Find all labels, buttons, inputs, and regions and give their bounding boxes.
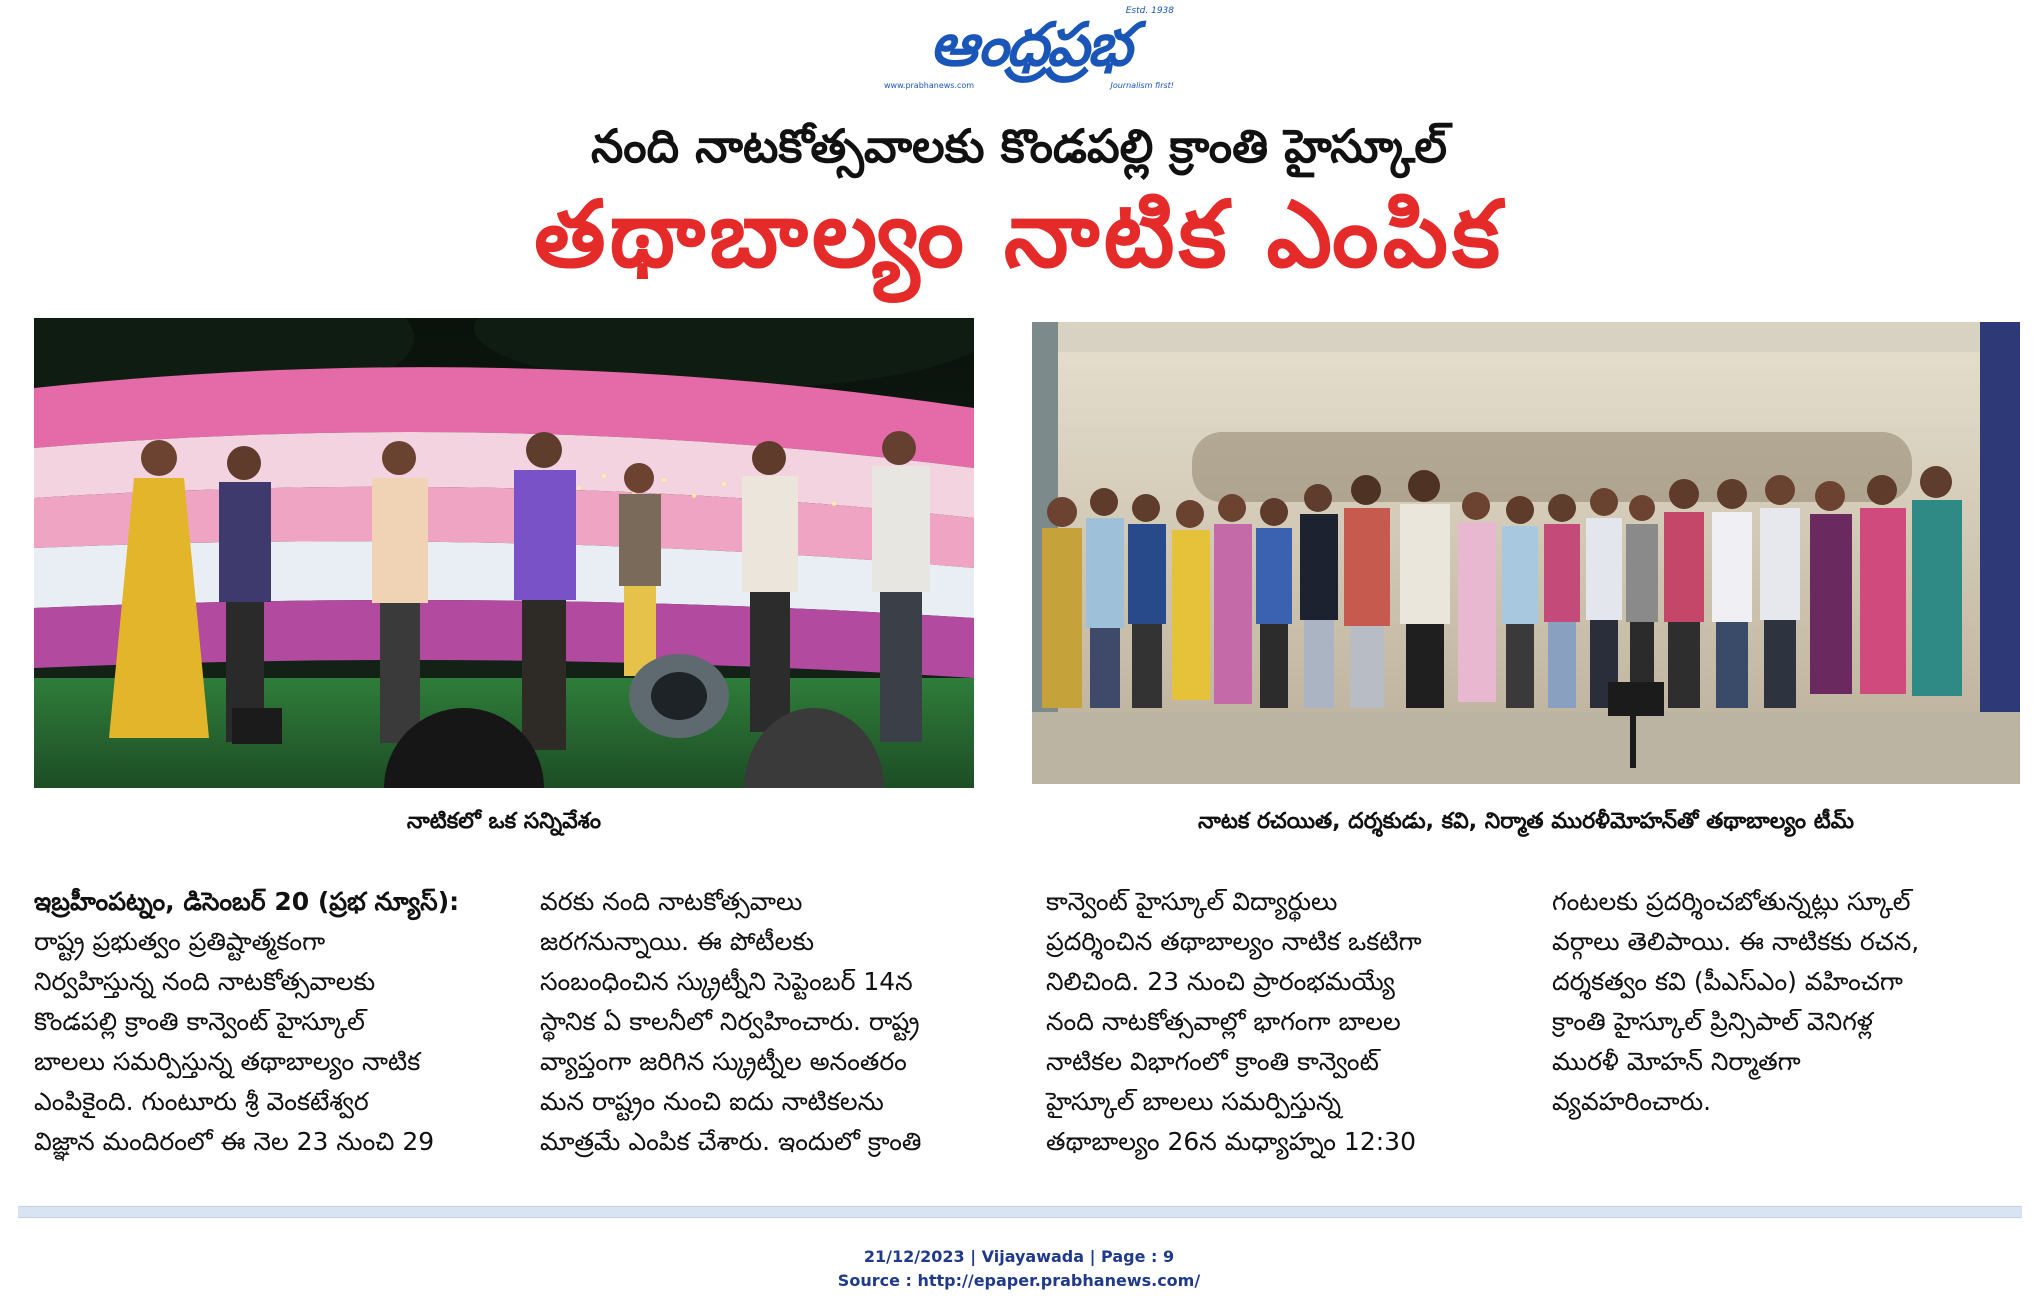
article-subheadline: నంది నాటకోత్సవాలకు కొండపల్లి క్రాంతి హైస్కూల్ [590, 119, 1448, 173]
article-column-3 [1046, 882, 1516, 1162]
footer-source-link[interactable]: Source : http://epaper.prabhanews.com/ [837, 1271, 1201, 1290]
article-column-4-text: గంటలకు ప్రదర్శించబోతున్నట్లు స్కూల్ వర్గాలు తెలిపాయి. ఈ నాటికకు రచన, దర్శకత్వం కవి (పీఎస్ఎం) వహించగా క్రాంతి హైస్కూల్ ప్రిన్సిపాల్ వెనిగళ్ల మురళీ మోహన్ నిర్మాతగా వ్యవహరించారు. [1552, 887, 1920, 1116]
article-column-4 [1552, 882, 2022, 1122]
photo-right-caption: నాటక రచయిత, దర్శకుడు, కవి, నిర్మాత మురళీమోహన్‌తో తథాబాల్యం టీమ్ [1198, 809, 1854, 834]
masthead-tagline: Journalism first! [1110, 81, 1174, 90]
masthead-logo-text: ఆంధ్రప్రభ [929, 10, 1131, 80]
masthead-logo [880, 6, 1180, 90]
article-column-2 [540, 882, 1010, 1162]
photo-left-caption: నాటికలో ఒక సన్నివేశం [406, 809, 602, 834]
article-headline: తథాబాల్యం నాటిక ఎంపిక [533, 181, 1505, 288]
article-column-3-text: కాన్వెంట్ హైస్కూల్ విద్యార్థులు ప్రదర్శించిన తథాబాల్యం నాటిక ఒకటిగా నిలిచింది. 23 నుంచి ప్రారంభమయ్యే నంది నాటకోత్సవాల్లో భాగంగా బాలల నాటికల విభాగంలో క్రాంతి కాన్వెంట్ హైస్కూల్ బాలలు సమర్పిస్తున్న తథాబాల్యం 26న మధ్యాహ్నం 12:30 [1046, 887, 1422, 1156]
masthead-established: Estd. 1938 [1125, 6, 1174, 16]
stage-scene-photo [34, 318, 974, 788]
page-divider [18, 1206, 2022, 1218]
article-dateline: ఇబ్రహీంపట్నం, డిసెంబర్ 20 (ప్రభ న్యూస్): [34, 887, 460, 916]
article-column-1 [34, 882, 504, 1162]
masthead-website: www.prabhanews.com [884, 81, 975, 90]
article-column-1-text: రాష్ట్ర ప్రభుత్వం ప్రతిష్టాత్మకంగా నిర్వహిస్తున్న నంది నాటకోత్సవాలకు కొండపల్లి క్రాంతి కాన్వెంట్ హైస్కూల్ బాలలు సమర్పిస్తున్న తథాబాల్యం నాటిక ఎంపికైంది. గుంటూరు శ్రీ వెంకటేశ్వర విజ్ఞాన మందిరంలో ఈ నెల 23 నుంచి 29 [34, 927, 435, 1156]
article-column-2-text: వరకు నంది నాటకోత్సవాలు జరగనున్నాయి. ఈ పోటీలకు సంబంధించిన స్క్రుట్నీని సెప్టెంబర్ 14న స్థానిక ఏ కాలనీలో నిర్వహించారు. రాష్ట్ర వ్యాప్తంగా జరిగిన స్క్రుట్నీల అనంతరం మన రాష్ట్రం నుంచి ఐదు నాటికలను మాత్రమే ఎంపిక చేశారు. ఇందులో క్రాంతి [540, 887, 922, 1156]
team-group-photo [1032, 322, 2020, 784]
footer-edition-info: 21/12/2023 | Vijayawada | Page : 9 [863, 1247, 1175, 1266]
